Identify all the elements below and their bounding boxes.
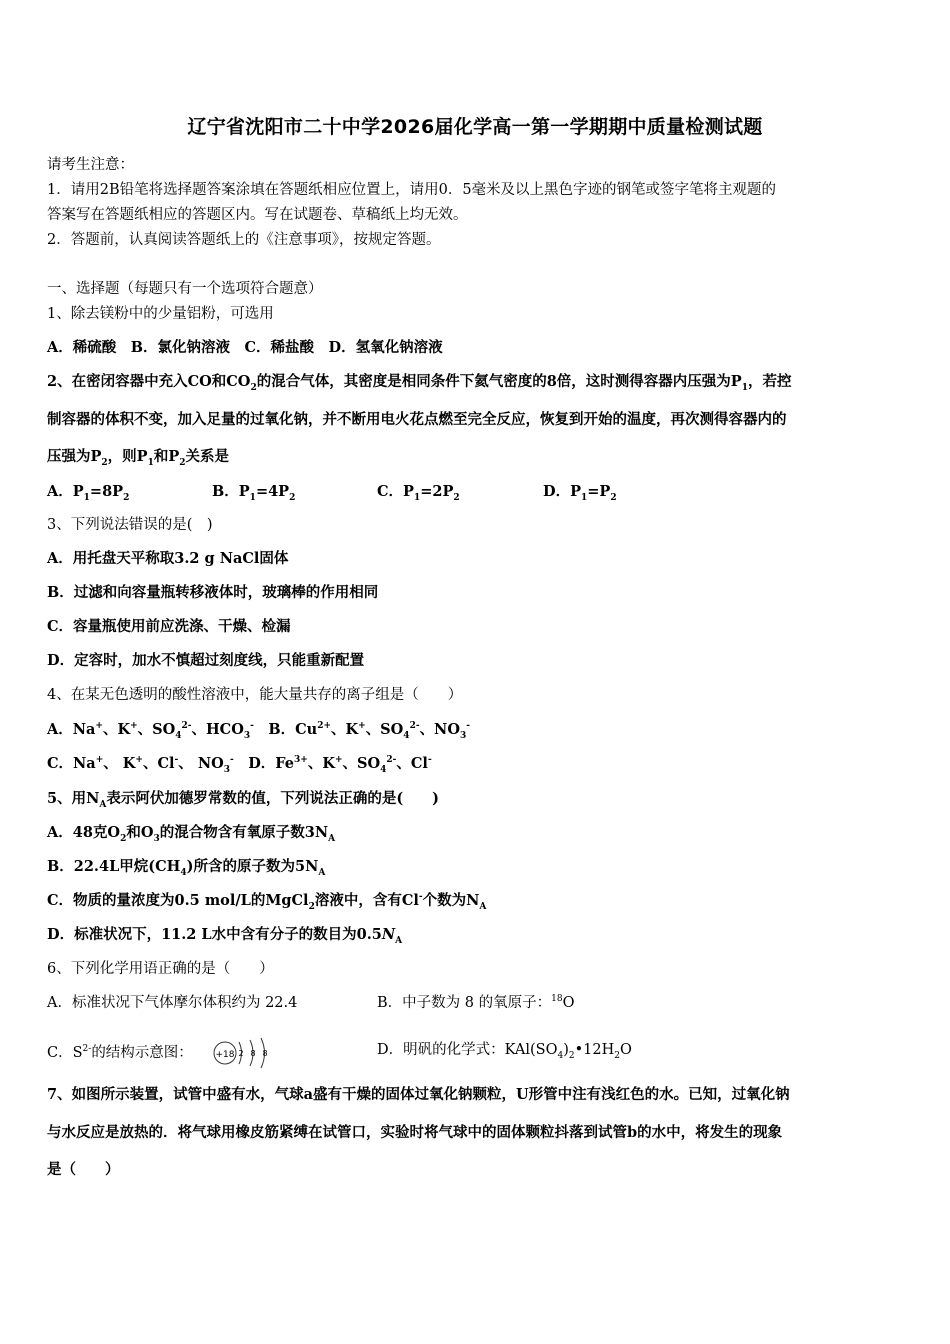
- question-4-options-cd: C．Na+、 K+、Cl-、 $NO_3^-$ D．$Fe^{3+}$、K+、$SO_4^{2-}$、Cl-: [47, 755, 432, 775]
- question-3-option-c: C．容量瓶使用前应洗涤、干燥、检漏: [47, 618, 291, 635]
- question-6-stem: 6、下列化学用语正确的是（ ）: [47, 961, 274, 977]
- question-5-option-d: D．标准状况下，11.2 L水中含有分子的数目为$0.5N_A$: [47, 926, 403, 946]
- question-2-line-3: 压强为$P_2$，则$P_1$和$P_2$关系是: [47, 448, 230, 468]
- question-1-stem: 1、除去镁粉中的少量铝粉，可选用: [47, 306, 274, 322]
- diagram-shell-1: 2: [238, 1049, 244, 1058]
- question-1-options: A．稀硫酸 B．氯化钠溶液 C．稀盐酸 D．氢氧化钠溶液: [47, 339, 443, 356]
- question-7-line-3: 是（ ）: [47, 1161, 120, 1178]
- page-title: 辽宁省沈阳市二十中学2026届化学高一第一学期期中质量检测试题: [187, 116, 763, 138]
- question-5-option-c: C．物质的量浓度为0.5 mol/L的MgCl$_2$溶液中，含有Cl-个数为$N_A$: [47, 892, 487, 912]
- sulfide-ion-structure-diagram: [211, 1036, 275, 1070]
- question-5-option-b: B．22.4L甲烷$(CH_4)$所含的原子数为$5N_A$: [47, 858, 326, 878]
- question-4-stem: 4、在某无色透明的酸性溶液中，能大量共存的离子组是（ ）: [47, 687, 463, 703]
- question-6-option-a: A．标准状况下气体摩尔体积约为 22.4: [47, 995, 298, 1011]
- diagram-shell-3: 8: [262, 1049, 268, 1058]
- notice-item-1-line-1: 1．请用2B铅笔将选择题答案涂填在答题纸相应位置上，请用0．5毫米及以上黑色字迹的钢笔或签字笔将主观题的: [47, 182, 777, 198]
- question-3-option-a: A．用托盘天平称取3.2 g NaCl固体: [47, 550, 289, 567]
- question-2-option-d: D．$P_1=P_2$: [543, 483, 617, 503]
- question-3-option-b: B．过滤和向容量瓶转移液体时，玻璃棒的作用相同: [47, 584, 379, 601]
- notice-item-1-line-2: 答案写在答题纸相应的答题区内。写在试题卷、草稿纸上均无效。: [47, 207, 468, 223]
- question-6-option-b: B．中子数为 8 的氧原子：$^{18}$O: [377, 994, 575, 1011]
- diagram-shell-2: 8: [250, 1049, 256, 1058]
- question-2-option-b: B．$P_1=4P_2$: [212, 483, 296, 503]
- question-2-line-1: 2、在密闭容器中充入CO和$CO_2$的混合气体，其密度是相同条件下氦气密度的8倍，这时测得容器内压强为$P_1$，若控: [47, 373, 792, 393]
- notice-heading: 请考生注意：: [47, 157, 134, 173]
- section-heading: 一、选择题（每题只有一个选项符合题意）: [47, 281, 323, 297]
- diagram-nucleus-label: +18: [215, 1050, 235, 1060]
- question-5-option-a: A．48克$O_2$和$O_3$的混合物含有氧原子数$3N_A$: [47, 824, 336, 844]
- question-7-line-2: 与水反应是放热的．将气球用橡皮筋紧缚在试管口，实验时将气球中的固体颗粒抖落到试管b的水中，将发生的现象: [47, 1124, 783, 1141]
- question-3-option-d: D．定容时，加水不慎超过刻度线，只能重新配置: [47, 652, 365, 669]
- question-4-options-ab: A．Na+、K+、$SO_4^{2-}$、$HCO_3^-$ B．$Cu^{2+}$、K+、$SO_4^{2-}$、$NO_3^-$: [47, 721, 470, 741]
- notice-item-2: 2．答题前，认真阅读答题纸上的《注意事项》，按规定答题。: [47, 232, 441, 248]
- question-2-line-2: 制容器的体积不变，加入足量的过氧化钠，并不断用电火花点燃至完全反应，恢复到开始的温度，再次测得容器内的: [47, 411, 787, 428]
- question-6-option-d: D．明矾的化学式：$KAl(SO_4)_2•12H_2O$: [377, 1042, 632, 1061]
- question-2-option-c: C．$P_1=2P_2$: [377, 483, 460, 503]
- question-6-option-c: C．$S^{2-}$的结构示意图： +18 2 8 8: [47, 1036, 275, 1070]
- question-7-line-1: 7、如图所示装置，试管中盛有水，气球a盛有干燥的固体过氧化钠颗粒，U形管中注有浅红色的水。已知，过氧化钠: [47, 1086, 790, 1103]
- question-5-stem: 5、用$N_A$表示阿伏加德罗常数的值，下列说法正确的是( ): [47, 790, 440, 810]
- question-3-stem: 3、下列说法错误的是( ): [47, 517, 213, 533]
- question-2-option-a: A．$P_1=8P_2$: [47, 483, 130, 503]
